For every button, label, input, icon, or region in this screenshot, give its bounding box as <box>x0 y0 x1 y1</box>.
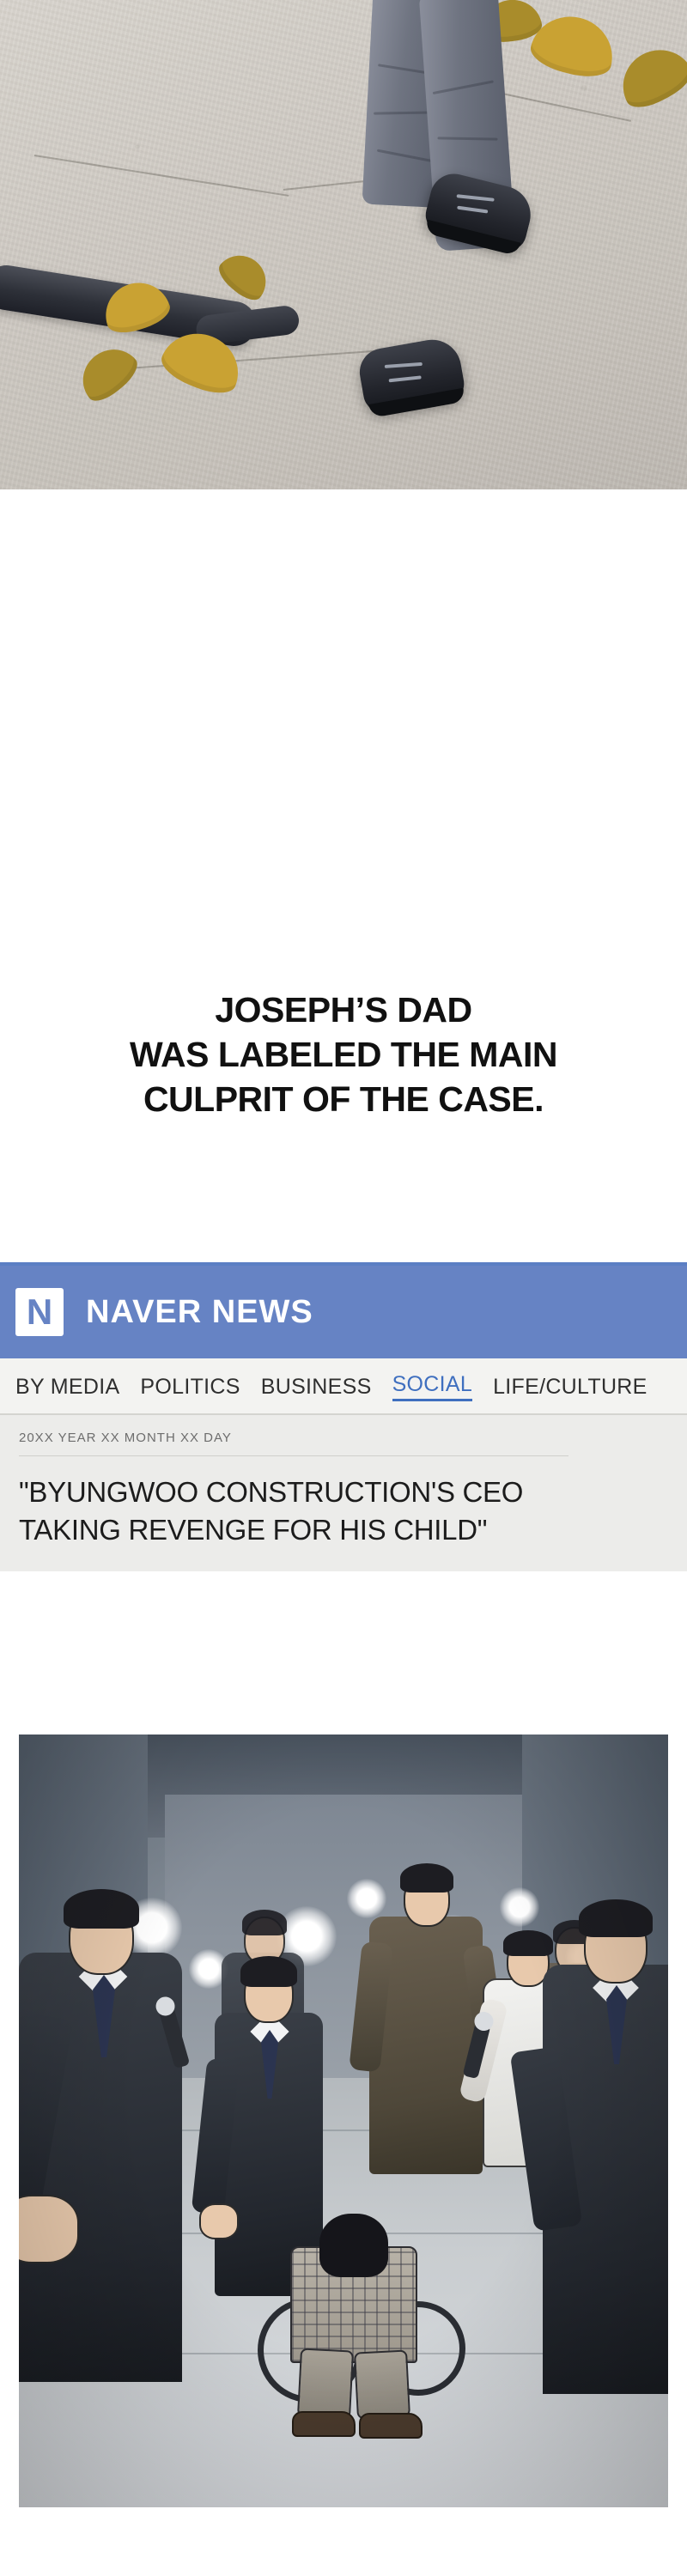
news-category-nav[interactable] <box>0 1358 687 1415</box>
wheelchair-group <box>277 2215 431 2413</box>
seated-man-trousers <box>354 2349 410 2419</box>
news-headline-line-2: TAKING REVENGE FOR HIS CHILD" <box>19 1514 488 1546</box>
nav-item-life-culture[interactable]: LIFE/CULTURE <box>493 1374 647 1399</box>
panel-gutter <box>0 489 687 1279</box>
nav-item-social[interactable]: SOCIAL <box>392 1372 473 1401</box>
news-headline-line-1: "BYUNGWOO CONSTRUCTION'S CEO <box>19 1476 524 1508</box>
news-article-body <box>0 1415 687 1571</box>
panel-concrete-ground <box>0 0 687 489</box>
narration-caption <box>0 987 687 1121</box>
camera-flash <box>500 1887 539 1927</box>
seated-man-hair <box>319 2214 388 2277</box>
nav-item-by-media[interactable]: BY MEDIA <box>15 1374 120 1399</box>
outstretched-hand <box>19 2195 79 2263</box>
news-article-panel <box>0 1262 687 1571</box>
caption-line-1: JOSEPH’S DAD <box>215 990 472 1030</box>
naver-logo-icon: N <box>15 1288 64 1336</box>
nav-item-politics[interactable]: POLITICS <box>140 1374 240 1399</box>
panel-press-scrum <box>19 1735 668 2507</box>
news-site-title: NAVER NEWS <box>86 1293 313 1330</box>
caption-line-2: WAS LABELED THE MAIN <box>130 1035 557 1075</box>
seated-man-shoe <box>359 2413 423 2439</box>
camera-flash <box>347 1879 386 1918</box>
news-date: 20XX YEAR XX MONTH XX DAY <box>19 1431 568 1456</box>
news-headline <box>19 1473 668 1549</box>
caption-line-3: CULPRIT OF THE CASE. <box>143 1079 544 1120</box>
seated-man-shoe <box>292 2411 356 2437</box>
bottom-gutter <box>0 2507 687 2576</box>
seated-man-trousers <box>297 2348 354 2419</box>
news-site-header <box>0 1266 687 1358</box>
nav-item-business[interactable]: BUSINESS <box>260 1374 372 1399</box>
